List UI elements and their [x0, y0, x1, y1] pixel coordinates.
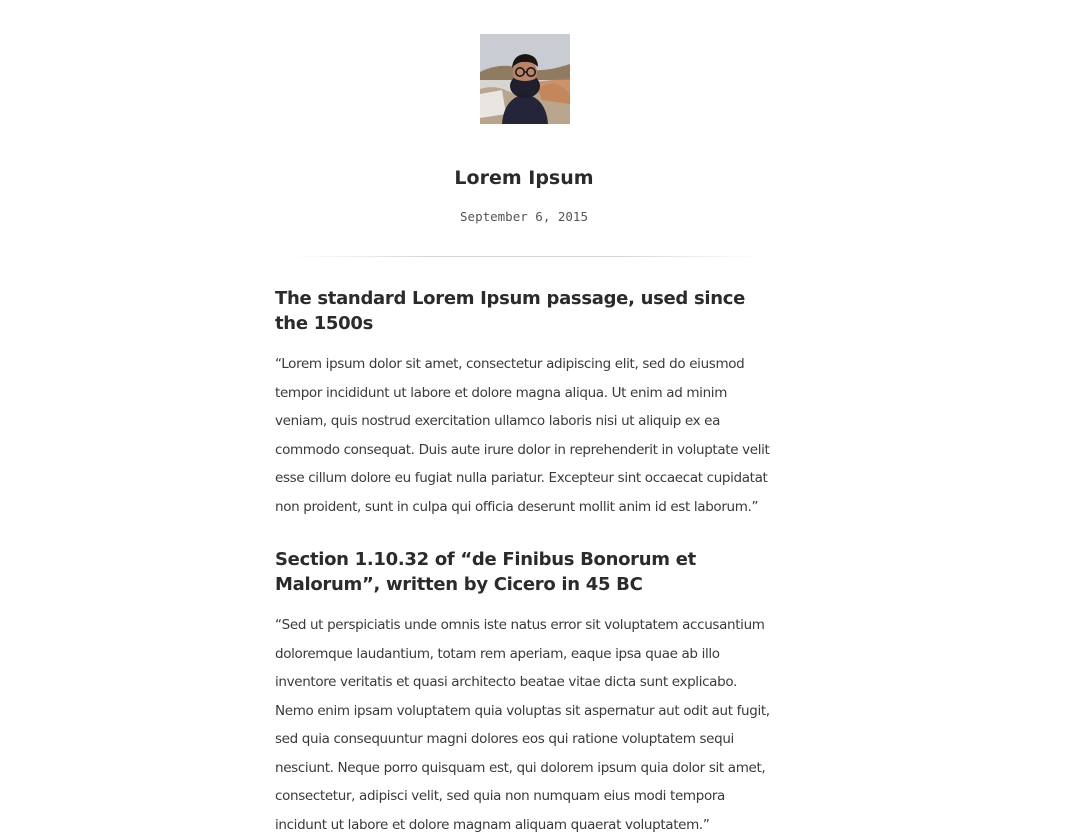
article-content — [275, 286, 775, 839]
section-heading: Section 1.10.32 of “de Finibus Bonorum et Malorum”, written by Cicero in 45 BC — [275, 549, 696, 595]
post-date: September 6, 2015 — [460, 209, 588, 224]
article-section — [275, 547, 775, 839]
section-heading: The standard Lorem Ipsum passage, used since the 1500s — [275, 288, 746, 334]
author-name[interactable]: Lorem Ipsum — [454, 167, 594, 189]
author-avatar[interactable] — [480, 34, 570, 124]
avatar-photo — [480, 34, 570, 124]
article-section — [275, 286, 775, 521]
header-divider — [290, 256, 760, 257]
section-paragraph: “Lorem ipsum dolor sit amet, consectetur adipiscing elit, sed do eiusmod tempor incididunt ut labore et dolore magna aliqua. Ut enim ad minim veniam, quis nostrud exercitation ullamco laboris nisi ut aliquip ex ea commodo consequat. Duis aute irure dolor in reprehenderit in voluptate velit esse cillum dolore eu fugiat nulla pariatur. Excepteur sint occaecat cupidatat non proident, sunt in culpa qui officia deserunt mollit anim id est laborum.” — [275, 356, 770, 515]
section-paragraph: “Sed ut perspiciatis unde omnis iste natus error sit voluptatem accusantium doloremque laudantium, totam rem aperiam, eaque ipsa quae ab illo inventore veritatis et quasi architecto beatae vitae dicta sunt explicabo. Nemo enim ipsam voluptatem quia voluptas sit aspernatur aut odit aut fugit, sed quia consequuntur magni dolores eos qui ratione voluptatem sequi nesciunt. Neque porro quisquam est, qui dolorem ipsum quia dolor sit amet, consectetur, adipisci velit, sed quia non numquam eius modi tempora incidunt ut labore et dolore magnam aliquam quaerat voluptatem.” — [275, 617, 770, 833]
